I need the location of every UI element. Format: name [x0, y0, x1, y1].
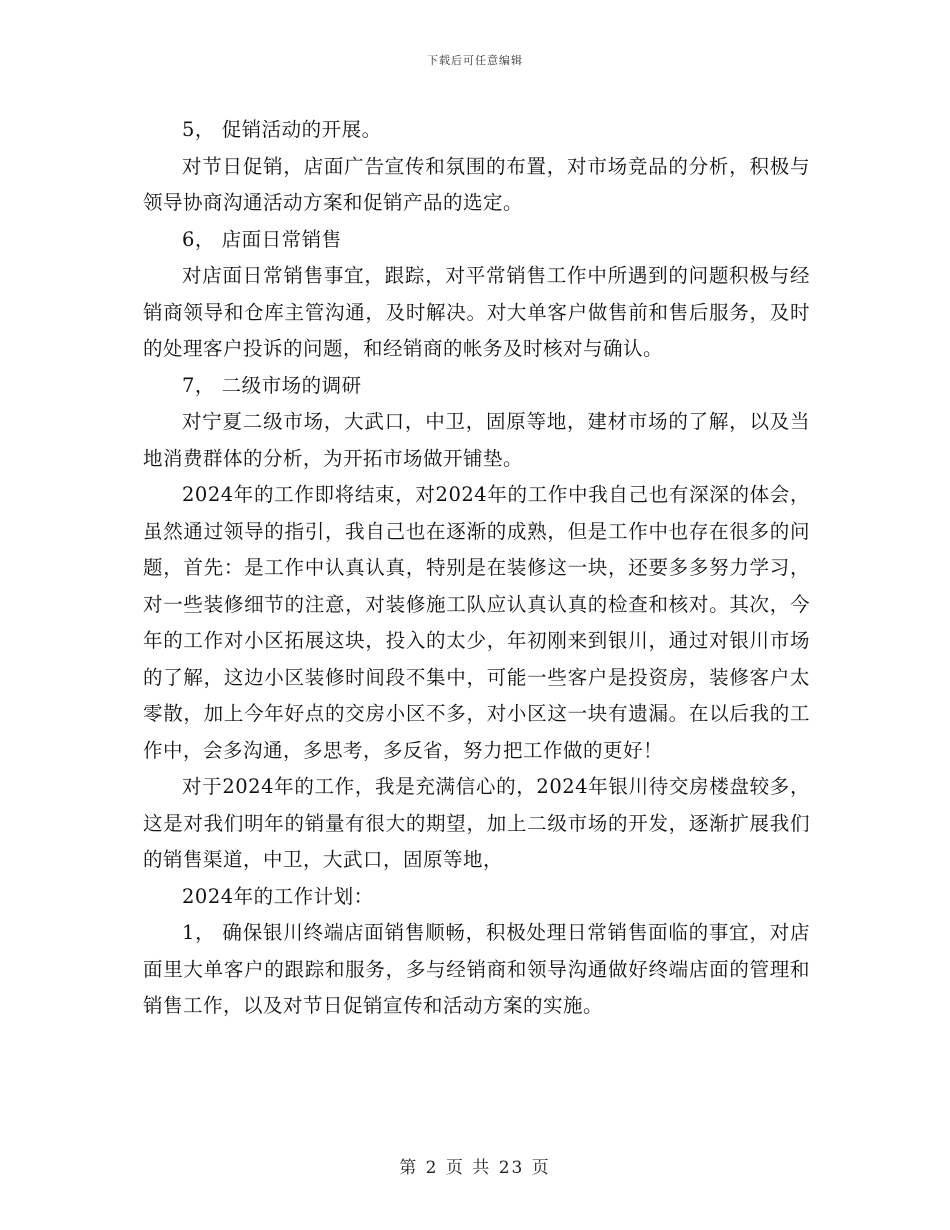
section-heading-7: 7， 二级市场的调研 — [182, 373, 362, 397]
work-plan-heading: 2024年的工作计划： — [182, 884, 374, 908]
page-number: 第 2 页 共 23 页 — [399, 1158, 551, 1178]
paragraph-secondary-market: 对宁夏二级市场，大武口，中卫，固原等地，建材市场的了解，以及当地消费群体的分析，为开拓市场做开铺垫。 — [143, 410, 810, 470]
paragraph-promotion: 对节日促销，店面广告宣传和氛围的布置，对市场竞品的分析，积极与领导协商沟通活动方案和促销产品的选定。 — [143, 154, 810, 214]
paragraph-plan-item-1: 1， 确保银川终端店面销售顺畅，积极处理日常销售面临的事宜，对店面里大单客户的跟踪和服务，多与经销商和领导沟通做好终端店面的管理和销售工作，以及对节日促销宣传和活动方案的实施。 — [143, 921, 810, 1017]
paragraph-confidence: 对于2024年的工作，我是充满信心的，2024年银川待交房楼盘较多，这是对我们明年的销量有很大的期望，加上二级市场的开发，逐渐扩展我们的销售渠道，中卫，大武口，固原等地， — [143, 775, 810, 871]
section-heading-5: 5， 促销活动的开展。 — [182, 118, 382, 141]
document-body — [143, 112, 810, 1025]
paragraph-year-review: 2024年的工作即将结束，对2024年的工作中我自己也有深深的体会，虽然通过领导的指引，我自己也在逐渐的成熟，但是工作中也存在很多的问题，首先：是工作中认真认真，特别是在装修这一块，还要多多努力学习，对一些装修细节的注意，对装修施工队应认真认真的检查和核对。其次，今年的工作对小区拓展这块，投入的太少，年初刚来到银川，通过对银川市场的了解，这边小区装修时间段不集中，可能一些客户是投资房，装修客户太零散，加上今年好点的交房小区不多，对小区这一块有遗漏。在以后我的工作中，会多沟通，多思考，多反省，努力把工作做的更好！ — [143, 483, 810, 762]
section-heading-6: 6， 店面日常销售 — [182, 227, 342, 251]
header-note: 下载后可任意编辑 — [427, 54, 523, 67]
paragraph-daily-sales: 对店面日常销售事宜，跟踪，对平常销售工作中所遇到的问题积极与经销商领导和仓库主管沟通，及时解决。对大单客户做售前和售后服务，及时的处理客户投诉的问题，和经销商的帐务及时核对与确认。 — [143, 264, 810, 360]
